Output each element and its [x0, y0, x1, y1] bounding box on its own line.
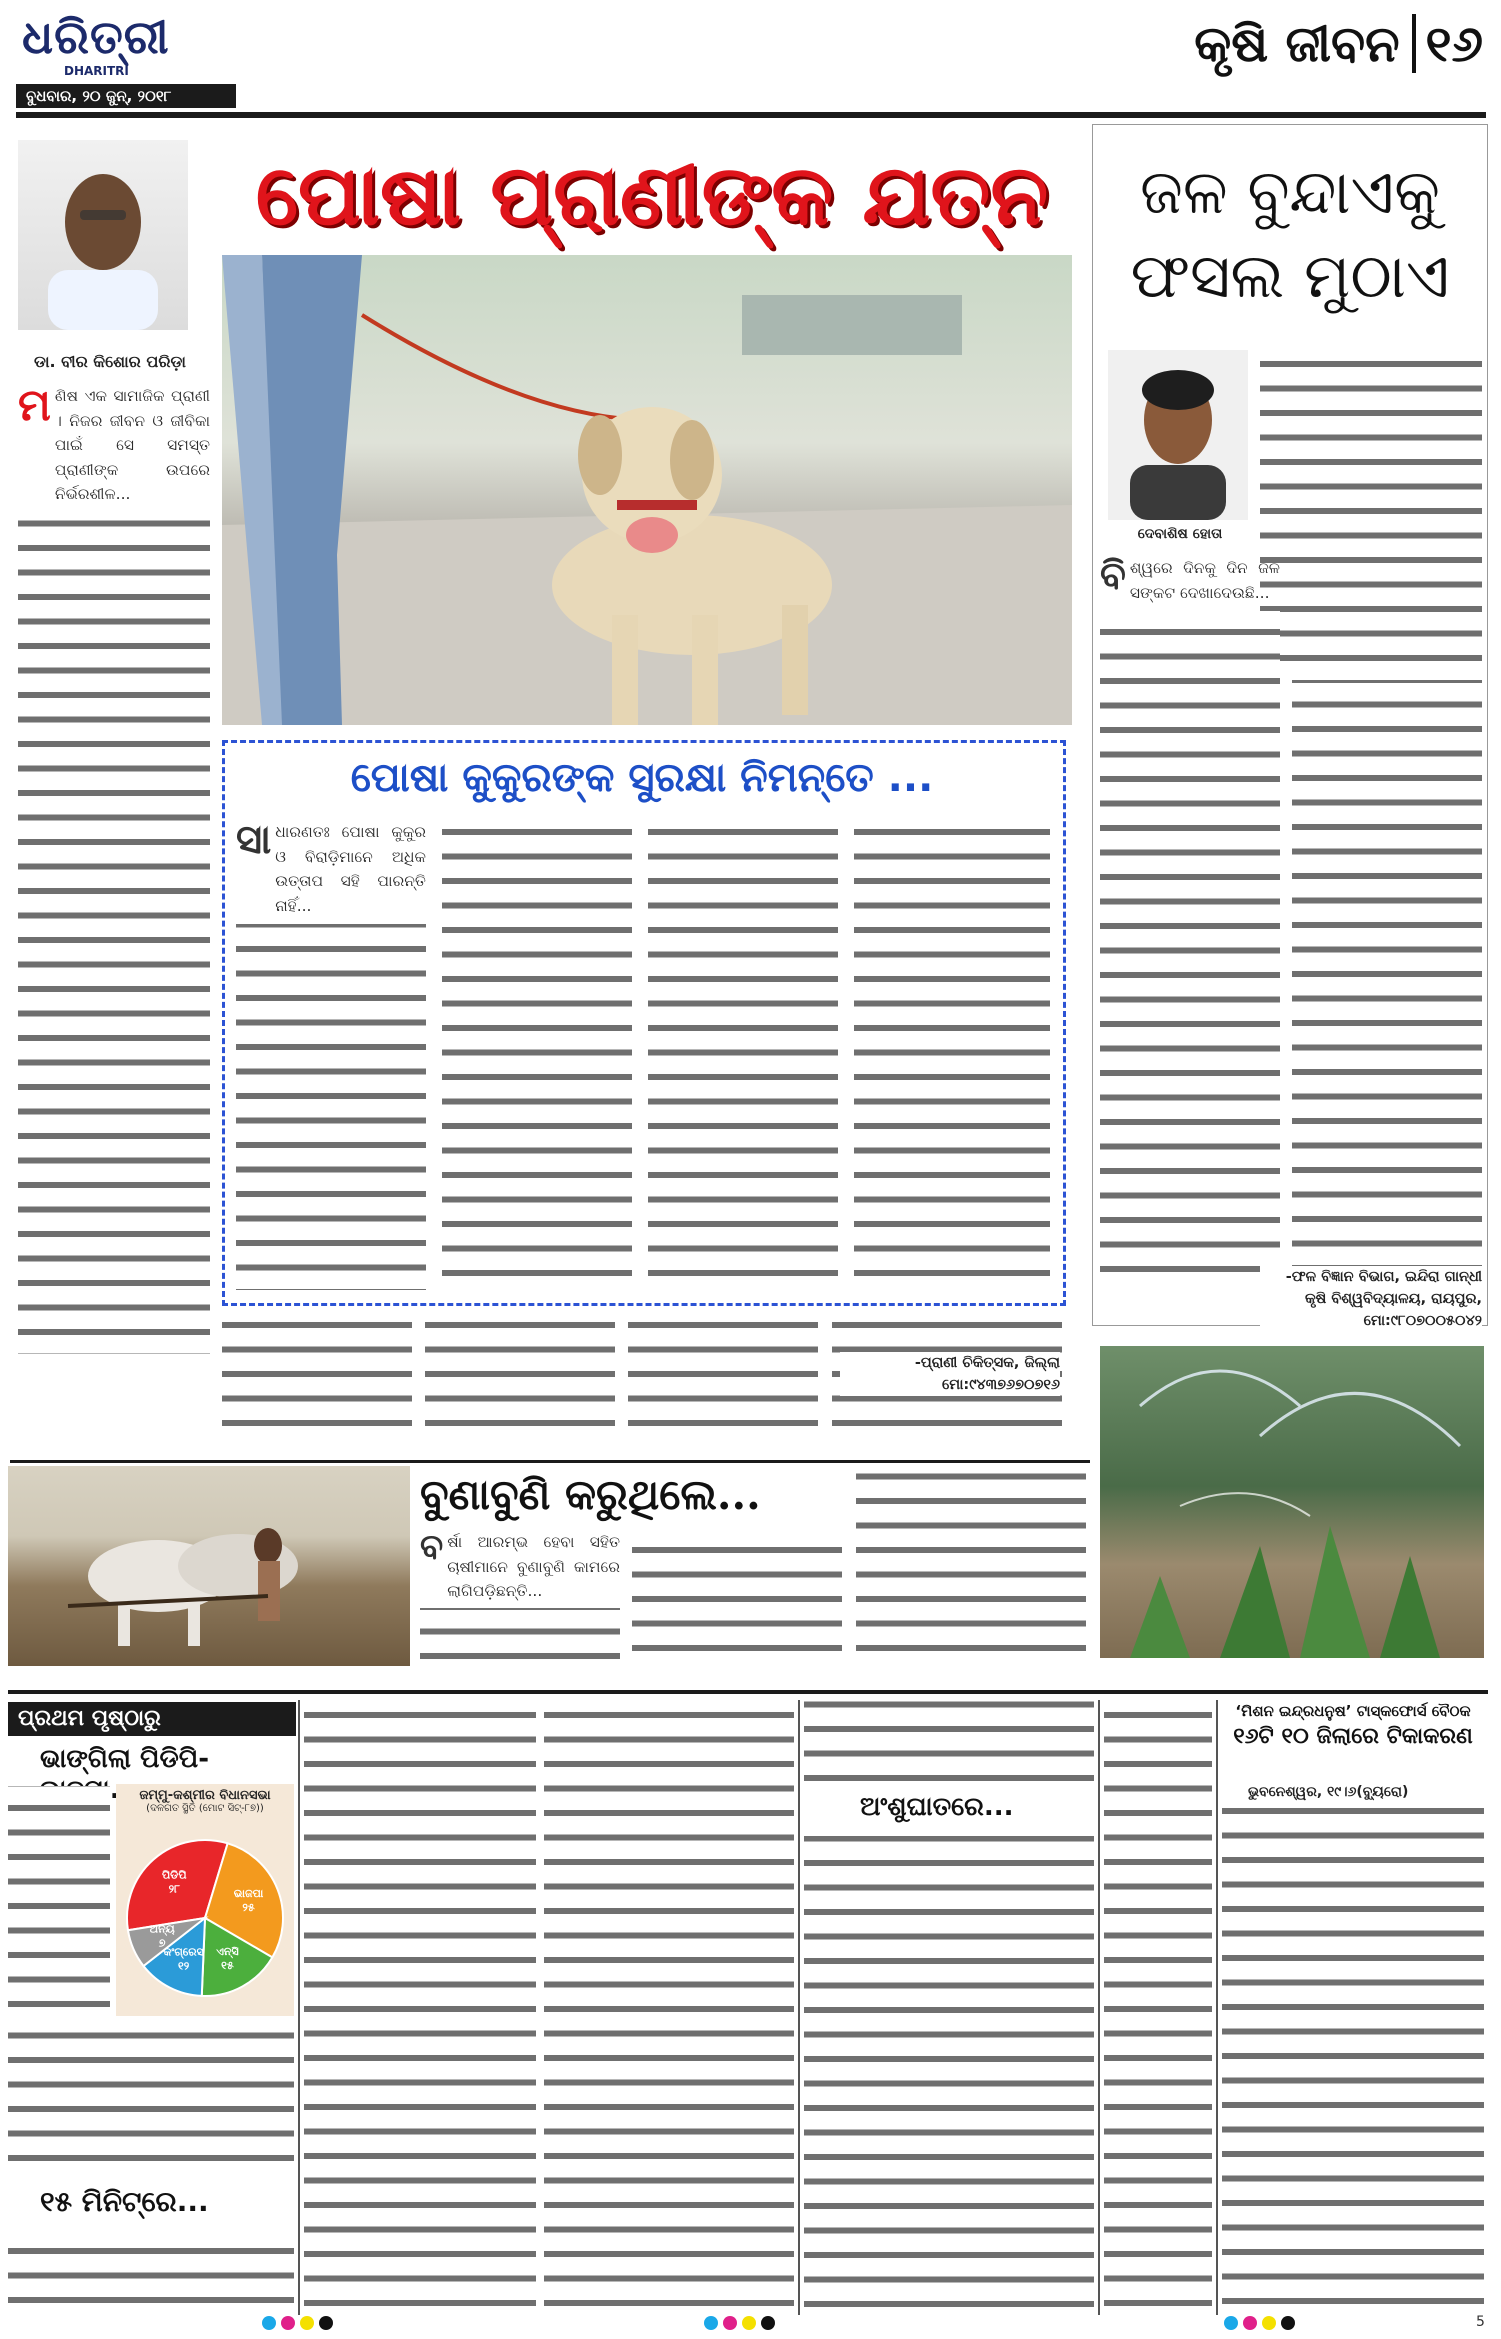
story1-body [8, 2020, 294, 2170]
pie-slice-category: ପିଡିପି [161, 1868, 187, 1882]
page-number: ୧୬ [1412, 14, 1483, 73]
front-page-label: ପ୍ରଥମ ପୃଷ୍ଠାରୁ [8, 1702, 296, 1736]
sowing-column-1 [420, 1530, 620, 1660]
story1-title: ଭାଙ୍ଗିଲା ପିଡିପି- . [40, 1744, 209, 1805]
pie-slice-category: ଅନ୍ୟ [149, 1922, 175, 1936]
lead-body-text [18, 513, 210, 1355]
pie-slice-value: ୨୮ [168, 1882, 180, 1896]
lead-photo-dog [222, 255, 1072, 725]
sowing-column-2 [632, 1530, 842, 1660]
lead-body-column [18, 384, 210, 1354]
lead-lower-column-2 [425, 1315, 615, 1435]
side-body-text-1 [1100, 611, 1280, 1281]
footer-color-bar-right [1224, 2316, 1295, 2330]
continued-column-2 [304, 1700, 536, 2315]
pie-slice-category: ଏନ୍‌ସି [216, 1945, 239, 1959]
sprinkler-illustration [1100, 1346, 1484, 1658]
side-byline [1260, 1266, 1482, 1332]
plough-illustration [8, 1466, 410, 1666]
inset-title: ପୋଷା କୁକୁରଙ୍କ ସୁରକ୍ଷା ନିମନ୍ତେ ... [350, 755, 934, 801]
sowing-photo [8, 1466, 410, 1666]
side-author-photo [1108, 350, 1248, 520]
pie-slice-value: ୧୫ [221, 1959, 234, 1973]
lead-body-start: ଣିଷ ଏକ ସାମାଜିକ ପ୍ରାଣୀ । ନିଜର ଜୀବନ ଓ ଜୀବିକା ପାଇଁ ସେ ସମସ୍ତ ପ୍ରାଣୀଙ୍କ ଉପରେ ନିର୍ଭରଶୀଳ... [54, 387, 210, 503]
chart-subtitle: (ଦଳଗତ ସ୍ଥିତି (ମୋଟ ସିଟ୍-୮୭)) [146, 1803, 264, 1814]
pie-slice-value: ୧୨ [177, 1959, 190, 1973]
col-divider-1 [298, 1700, 300, 2315]
masthead-rule [16, 112, 1486, 118]
sowing-rule [10, 1460, 1090, 1463]
continued-column-4a [804, 1700, 1094, 1790]
side-byline-univ: କୃଷି ବିଶ୍ୱବିଦ୍ୟାଳୟ, ରାୟପୁର, [1304, 1291, 1482, 1307]
lead-lower-column-3 [628, 1315, 818, 1435]
pie-slice-value: ୭ [158, 1936, 166, 1950]
inset-drop-cap: ସା [236, 820, 272, 863]
continued-column-4b [804, 1836, 1094, 2316]
sowing-column-3 [856, 1466, 1086, 1660]
lead-drop-cap: ମ [18, 384, 51, 431]
side-author-caption: ଦେବାଶିଷ ହୋତା [1137, 526, 1223, 542]
pie-chart [116, 1830, 294, 2010]
side-author-portrait-illustration [1108, 350, 1248, 520]
inset-body-text-1 [236, 924, 426, 1290]
side-column-1 [1100, 556, 1280, 1316]
inset-body-start: ଧାରଣତଃ ପୋଷା କୁକୁର ଓ ବିରାଡ଼ିମାନେ ଅଧିକ ଉତ୍ତାପ ସହି ପାରନ୍ତି ନାହିଁ... [275, 823, 426, 915]
author-photo [18, 140, 188, 330]
dog-walk-illustration [222, 255, 1072, 725]
inset-byline [840, 1352, 1060, 1396]
lead-headline: ପୋଷା ପ୍ରାଣୀଙ୍କ ଯତ୍ନ [255, 145, 1049, 244]
sowing-title: ବୁଣାବୁଣି କରୁଥିଲେ... [420, 1470, 761, 1519]
side-body-start: ଶ୍ୱରେ ଦିନକୁ ଦିନ ଜଳ ସଙ୍କଟ ଦେଖାଦେଉଛି... [1129, 559, 1280, 602]
continued-column-3 [544, 1700, 794, 2315]
side-headline-line2: ଫସଲ ମୁଠାଏ [1130, 239, 1450, 312]
pie-slice-category: ଭାଜପା [233, 1886, 264, 1900]
pie-chart-panel [116, 1784, 294, 2016]
side-story-headline [1100, 150, 1480, 318]
inset-column-3 [648, 820, 838, 1285]
story2-body [8, 2232, 294, 2312]
author-caption: ଡା. ବୀର କିଶୋର ପରିଡ଼ା [34, 352, 186, 371]
pie-slice-category: କଂଗ୍ରେସ [163, 1945, 204, 1959]
footer-page-mark: 5 [1476, 2314, 1485, 2330]
continued-column-5 [1104, 1700, 1212, 2315]
masthead-logo-sub: DHARITRI [64, 64, 129, 78]
story4-title-line1: ‘ମିଶନ ଇନ୍ଦ୍ରଧନୁଷ’ ଟାସ୍କଫୋର୍ସ ବୈଠକ [1235, 1702, 1471, 1720]
chart-title: ଜମ୍ମୁ-କଶ୍ମୀର ବିଧାନସଭା [139, 1788, 271, 1803]
sowing-body-start: ର୍ଷା ଆରମ୍ଭ ହେବା ସହିତ ଚାଷୀମାନେ ବୁଣାବୁଣି କାମରେ ଲାଗିପଡ଼ିଛନ୍ତି... [447, 1533, 620, 1600]
lead-lower-column-1 [222, 1315, 412, 1435]
side-byline-dept: -ଫଳ ବିଜ୍ଞାନ ବିଭାଗ, ଇନ୍ଦିରା ଗାନ୍ଧୀ [1285, 1269, 1482, 1285]
sowing-body-text-1 [420, 1608, 620, 1661]
inset-column-1 [236, 820, 426, 1290]
story4-body [1222, 1808, 1484, 2313]
side-column-2 [1292, 680, 1482, 1280]
masthead-date: ବୁଧବାର, ୨୦ ଜୁନ୍, ୨୦୧୮ [16, 84, 236, 108]
footer-color-bar-left [262, 2316, 333, 2330]
masthead-logo: ଧରିତ୍ରୀ [22, 10, 170, 64]
author-portrait-illustration [18, 140, 188, 330]
story1-left-text [8, 1786, 110, 2016]
pie-slice-value: ୨୫ [242, 1900, 255, 1914]
story4-title [1222, 1702, 1484, 1749]
side-drop-cap: ବି [1100, 556, 1126, 597]
section-name: କୃଷି ଜୀବନ [1194, 14, 1400, 73]
inset-column-4 [854, 820, 1050, 1285]
story2-title: ୧୫ ମିନିଟ୍‌ରେ... [40, 2185, 209, 2218]
inset-column-2 [442, 820, 632, 1285]
side-byline-phone: ମୋ:୯୮୦୭୦୦୫୦୪୨ [1363, 1313, 1482, 1329]
irrigation-photo [1100, 1346, 1484, 1658]
footer-color-bar-center [704, 2316, 775, 2330]
inset-byline-phone: ମୋ:୯୪୩୭୬୭୦୭୧୬ [942, 1377, 1060, 1393]
story3-title: ଅଂଶୁଘାତରେ... [860, 1792, 1014, 1822]
col-divider-2 [798, 1700, 800, 2315]
col-divider-4 [1216, 1700, 1218, 2315]
bottom-section-rule [8, 1690, 1488, 1694]
inset-byline-role: -ପ୍ରାଣୀ ଚିକିତ୍ସକ, ଜିଲ୍ଲା [914, 1355, 1060, 1371]
col-divider-3 [1098, 1700, 1100, 2315]
section-title [1194, 14, 1483, 74]
story4-dateline: ଭୁବନେଶ୍ୱର, ୧୯।୬(ବ୍ୟୁରୋ) [1248, 1784, 1409, 1800]
side-column-right-top [1260, 350, 1482, 670]
story4-title-line2: ୧୬ଟି ୧୦ ଜିଲାରେ ଟିକାକରଣ [1233, 1724, 1473, 1749]
sowing-drop-cap: ବ [420, 1530, 444, 1567]
side-headline-line1: ଜଳ ବୁନ୍ଦାଏକୁ [1140, 155, 1440, 228]
